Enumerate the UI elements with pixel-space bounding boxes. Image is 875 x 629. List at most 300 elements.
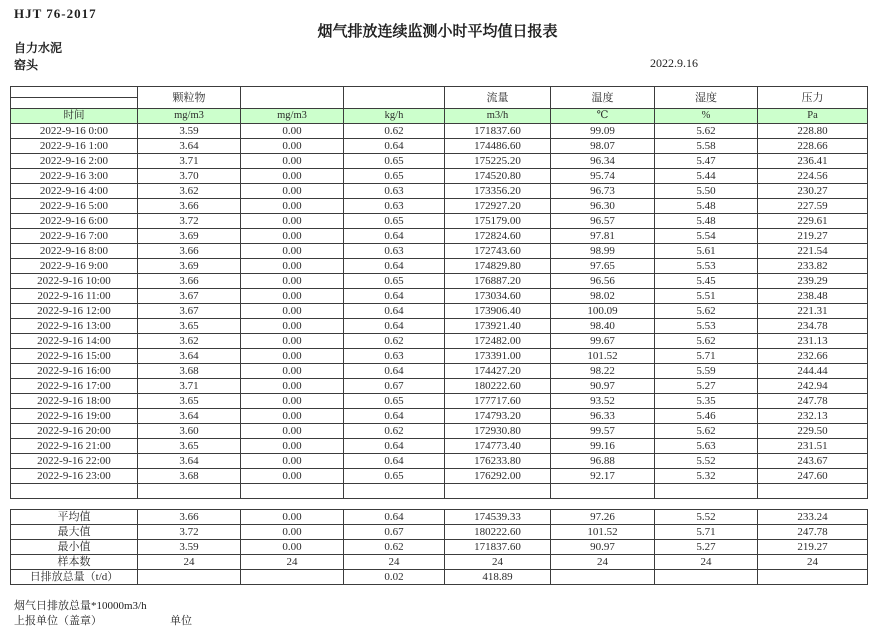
value-cell: 0.00 [241,304,344,319]
value-cell: 5.48 [655,199,758,214]
value-cell: 90.97 [551,540,655,555]
value-cell: 0.00 [241,454,344,469]
time-cell: 2022-9-16 17:00 [11,379,138,394]
table-row [11,184,868,199]
header-temperature: 温度 [551,87,655,109]
value-cell: 0.62 [344,124,445,139]
header-humidity: 湿度 [655,87,758,109]
table-row [11,244,868,259]
value-cell: 0.00 [241,259,344,274]
value-cell: 0.00 [241,214,344,229]
value-cell: 3.69 [138,229,241,244]
value-cell: 98.22 [551,364,655,379]
header-particulate: 颗粒物 [138,87,241,109]
value-cell: 5.63 [655,439,758,454]
value-cell: 24 [344,555,445,570]
value-cell: 0.63 [344,199,445,214]
value-cell: 3.65 [138,319,241,334]
value-cell: 0.00 [241,124,344,139]
table-row [11,439,868,454]
table-row [11,304,868,319]
value-cell: 229.61 [758,214,868,229]
value-cell: 5.53 [655,259,758,274]
value-cell: 0.00 [241,394,344,409]
summary-label-cell: 最小值 [11,540,138,555]
time-cell: 2022-9-16 18:00 [11,394,138,409]
value-cell: 244.44 [758,364,868,379]
value-cell: 97.65 [551,259,655,274]
value-cell: 219.27 [758,540,868,555]
value-cell: 96.73 [551,184,655,199]
value-cell: 24 [655,555,758,570]
value-cell: 172743.60 [445,244,551,259]
value-cell: 0.65 [344,154,445,169]
summary-table [10,509,868,585]
value-cell: 5.62 [655,334,758,349]
value-cell: 173906.40 [445,304,551,319]
value-cell: 418.89 [445,570,551,585]
value-cell: 0.65 [344,469,445,484]
value-cell: 242.94 [758,379,868,394]
value-cell: 99.09 [551,124,655,139]
value-cell: 173356.20 [445,184,551,199]
value-cell: 0.00 [241,319,344,334]
time-cell: 2022-9-16 6:00 [11,214,138,229]
table-row [11,259,868,274]
empty-cell [655,484,758,499]
value-cell: 3.60 [138,424,241,439]
value-cell: 229.50 [758,424,868,439]
empty-cell [758,484,868,499]
value-cell: 99.16 [551,439,655,454]
value-cell: 0.65 [344,214,445,229]
time-cell: 2022-9-16 21:00 [11,439,138,454]
table-row [11,154,868,169]
value-cell: 221.31 [758,304,868,319]
value-cell: 3.59 [138,540,241,555]
value-cell: 3.64 [138,409,241,424]
time-cell: 2022-9-16 19:00 [11,409,138,424]
value-cell: 0.00 [241,510,344,525]
value-cell [655,570,758,585]
unit-m3-h: m3/h [445,109,551,124]
time-cell: 2022-9-16 8:00 [11,244,138,259]
value-cell: 0.65 [344,274,445,289]
value-cell: 5.51 [655,289,758,304]
value-cell: 232.13 [758,409,868,424]
value-cell: 5.44 [655,169,758,184]
value-cell: 101.52 [551,349,655,364]
time-cell: 2022-9-16 22:00 [11,454,138,469]
time-cell: 2022-9-16 13:00 [11,319,138,334]
value-cell: 247.60 [758,469,868,484]
header-group-row [11,87,868,98]
value-cell: 233.82 [758,259,868,274]
value-cell: 5.62 [655,424,758,439]
value-cell: 0.62 [344,334,445,349]
value-cell: 0.63 [344,244,445,259]
value-cell: 3.65 [138,394,241,409]
time-cell: 2022-9-16 4:00 [11,184,138,199]
summary-label-cell: 日排放总量（t/d） [11,570,138,585]
value-cell: 173921.40 [445,319,551,334]
value-cell: 224.56 [758,169,868,184]
value-cell: 98.07 [551,139,655,154]
value-cell: 0.63 [344,184,445,199]
monitoring-point-name: 窑头 [14,58,39,72]
value-cell: 173034.60 [445,289,551,304]
company-name: 自力水泥 [14,41,63,55]
empty-cell [138,484,241,499]
value-cell: 3.66 [138,274,241,289]
table-row [11,169,868,184]
time-cell: 2022-9-16 15:00 [11,349,138,364]
standard-code: HJT 76-2017 [14,6,97,21]
unit-kg-h: kg/h [344,109,445,124]
value-cell: 3.64 [138,454,241,469]
value-cell: 98.40 [551,319,655,334]
summary-label-cell: 样本数 [11,555,138,570]
value-cell: 5.32 [655,469,758,484]
header-blank-2 [344,87,445,109]
value-cell: 231.51 [758,439,868,454]
table-row [11,319,868,334]
value-cell: 97.81 [551,229,655,244]
value-cell: 96.57 [551,214,655,229]
value-cell: 24 [241,555,344,570]
value-cell: 5.45 [655,274,758,289]
table-row [11,124,868,139]
time-cell: 2022-9-16 11:00 [11,289,138,304]
value-cell: 0.00 [241,540,344,555]
time-cell: 2022-9-16 3:00 [11,169,138,184]
value-cell: 171837.60 [445,540,551,555]
value-cell: 232.66 [758,349,868,364]
value-cell: 5.47 [655,154,758,169]
table-row [11,424,868,439]
value-cell: 230.27 [758,184,868,199]
value-cell: 0.02 [344,570,445,585]
value-cell: 0.63 [344,349,445,364]
value-cell: 3.66 [138,199,241,214]
value-cell: 98.99 [551,244,655,259]
empty-row [11,484,868,499]
value-cell: 0.00 [241,469,344,484]
value-cell: 3.71 [138,379,241,394]
value-cell: 5.53 [655,319,758,334]
footer-note: 烟气日排放总量*10000m3/h [14,600,147,612]
value-cell: 95.74 [551,169,655,184]
header-pressure: 压力 [758,87,868,109]
summary-row [11,525,868,540]
value-cell: 0.64 [344,364,445,379]
value-cell: 3.72 [138,214,241,229]
value-cell: 228.66 [758,139,868,154]
table-row [11,334,868,349]
table-row [11,394,868,409]
value-cell: 233.24 [758,510,868,525]
value-cell: 174427.20 [445,364,551,379]
value-cell: 5.59 [655,364,758,379]
unit-pa: Pa [758,109,868,124]
value-cell: 0.00 [241,139,344,154]
value-cell: 5.27 [655,379,758,394]
unit-celsius: ℃ [551,109,655,124]
value-cell: 3.67 [138,289,241,304]
summary-row [11,555,868,570]
header-blank-1 [241,87,344,109]
value-cell: 172824.60 [445,229,551,244]
value-cell: 99.57 [551,424,655,439]
empty-cell [445,484,551,499]
value-cell: 0.00 [241,364,344,379]
time-cell: 2022-9-16 16:00 [11,364,138,379]
value-cell: 239.29 [758,274,868,289]
value-cell: 172930.80 [445,424,551,439]
value-cell: 0.64 [344,439,445,454]
value-cell: 0.00 [241,229,344,244]
value-cell: 176887.20 [445,274,551,289]
value-cell: 5.50 [655,184,758,199]
value-cell: 174539.33 [445,510,551,525]
value-cell: 96.56 [551,274,655,289]
time-cell: 2022-9-16 12:00 [11,304,138,319]
value-cell: 219.27 [758,229,868,244]
value-cell: 3.64 [138,349,241,364]
value-cell: 236.41 [758,154,868,169]
value-cell: 0.67 [344,525,445,540]
value-cell: 96.88 [551,454,655,469]
value-cell: 0.00 [241,409,344,424]
value-cell: 180222.60 [445,525,551,540]
value-cell: 175179.00 [445,214,551,229]
value-cell: 3.62 [138,334,241,349]
value-cell: 0.64 [344,319,445,334]
value-cell: 247.78 [758,525,868,540]
value-cell: 99.67 [551,334,655,349]
value-cell: 5.54 [655,229,758,244]
unit-mg-m3-2: mg/m3 [241,109,344,124]
value-cell: 0.62 [344,540,445,555]
time-cell: 2022-9-16 20:00 [11,424,138,439]
value-cell: 3.62 [138,184,241,199]
value-cell: 174829.80 [445,259,551,274]
time-cell: 2022-9-16 2:00 [11,154,138,169]
table-row [11,454,868,469]
summary-row [11,510,868,525]
value-cell: 3.68 [138,364,241,379]
time-cell: 2022-9-16 23:00 [11,469,138,484]
value-cell: 176233.80 [445,454,551,469]
value-cell: 174486.60 [445,139,551,154]
value-cell: 247.78 [758,394,868,409]
value-cell: 0.00 [241,424,344,439]
value-cell: 173391.00 [445,349,551,364]
summary-row [11,570,868,585]
empty-cell [344,484,445,499]
summary-label-cell: 最大值 [11,525,138,540]
value-cell: 5.27 [655,540,758,555]
value-cell: 5.52 [655,510,758,525]
value-cell: 5.71 [655,349,758,364]
value-cell: 3.65 [138,439,241,454]
value-cell [758,570,868,585]
value-cell: 221.54 [758,244,868,259]
value-cell: 3.69 [138,259,241,274]
time-column-header: 时间 [11,109,138,124]
value-cell: 3.68 [138,469,241,484]
value-cell: 231.13 [758,334,868,349]
value-cell: 177717.60 [445,394,551,409]
value-cell: 0.00 [241,289,344,304]
value-cell: 3.59 [138,124,241,139]
empty-cell [551,484,655,499]
value-cell: 234.78 [758,319,868,334]
table-row [11,289,868,304]
value-cell: 0.00 [241,274,344,289]
value-cell: 3.71 [138,154,241,169]
page-title: 烟气排放连续监测小时平均值日报表 [317,23,558,40]
value-cell: 0.00 [241,199,344,214]
table-row [11,199,868,214]
value-cell: 3.66 [138,510,241,525]
summary-row [11,540,868,555]
value-cell: 24 [758,555,868,570]
value-cell: 98.02 [551,289,655,304]
value-cell [551,570,655,585]
empty-cell [241,484,344,499]
value-cell: 96.33 [551,409,655,424]
table-row [11,214,868,229]
value-cell: 3.70 [138,169,241,184]
header-flow: 流量 [445,87,551,109]
value-cell: 3.66 [138,244,241,259]
unit-mg-m3-1: mg/m3 [138,109,241,124]
time-cell: 2022-9-16 5:00 [11,199,138,214]
summary-label-cell: 平均值 [11,510,138,525]
reporting-unit-label: 上报单位（盖章） [14,615,102,627]
value-cell: 0.00 [241,154,344,169]
unit-header-row [11,109,868,124]
value-cell: 0.64 [344,289,445,304]
time-cell: 2022-9-16 14:00 [11,334,138,349]
value-cell: 3.67 [138,304,241,319]
value-cell: 0.62 [344,424,445,439]
value-cell: 96.34 [551,154,655,169]
value-cell: 174520.80 [445,169,551,184]
value-cell: 100.09 [551,304,655,319]
value-cell: 227.59 [758,199,868,214]
value-cell: 0.64 [344,510,445,525]
table-row [11,409,868,424]
value-cell: 0.67 [344,379,445,394]
time-cell: 2022-9-16 7:00 [11,229,138,244]
value-cell: 0.64 [344,409,445,424]
value-cell: 5.58 [655,139,758,154]
value-cell: 93.52 [551,394,655,409]
empty-cell [11,484,138,499]
report-date: 2022.9.16 [650,56,698,70]
value-cell: 238.48 [758,289,868,304]
value-cell: 0.00 [241,439,344,454]
time-cell: 2022-9-16 1:00 [11,139,138,154]
value-cell: 176292.00 [445,469,551,484]
table-row [11,139,868,154]
value-cell: 0.64 [344,229,445,244]
value-cell: 0.65 [344,169,445,184]
table-row [11,229,868,244]
value-cell: 5.52 [655,454,758,469]
value-cell [241,570,344,585]
value-cell: 96.30 [551,199,655,214]
value-cell: 5.46 [655,409,758,424]
value-cell: 0.64 [344,259,445,274]
table-row [11,274,868,289]
value-cell [138,570,241,585]
table-row [11,469,868,484]
time-cell: 2022-9-16 10:00 [11,274,138,289]
time-cell: 2022-9-16 9:00 [11,259,138,274]
value-cell: 5.62 [655,124,758,139]
value-cell: 24 [138,555,241,570]
value-cell: 5.62 [655,304,758,319]
value-cell: 0.64 [344,139,445,154]
value-cell: 90.97 [551,379,655,394]
value-cell: 5.71 [655,525,758,540]
header-corner-top-cell [11,87,138,98]
value-cell: 180222.60 [445,379,551,394]
value-cell: 0.00 [241,244,344,259]
value-cell: 0.00 [241,334,344,349]
value-cell: 97.26 [551,510,655,525]
report-table-area [10,86,867,585]
value-cell: 92.17 [551,469,655,484]
value-cell: 101.52 [551,525,655,540]
hourly-data-table [10,86,868,499]
value-cell: 0.65 [344,394,445,409]
value-cell: 0.64 [344,304,445,319]
table-row [11,364,868,379]
value-cell: 0.00 [241,184,344,199]
value-cell: 171837.60 [445,124,551,139]
value-cell: 5.35 [655,394,758,409]
value-cell: 0.00 [241,379,344,394]
time-cell: 2022-9-16 0:00 [11,124,138,139]
value-cell: 228.80 [758,124,868,139]
value-cell: 0.00 [241,349,344,364]
value-cell: 5.48 [655,214,758,229]
value-cell: 24 [445,555,551,570]
unit-percent: % [655,109,758,124]
value-cell: 243.67 [758,454,868,469]
table-row [11,379,868,394]
value-cell: 174773.40 [445,439,551,454]
value-cell: 24 [551,555,655,570]
value-cell: 5.61 [655,244,758,259]
value-cell: 3.64 [138,139,241,154]
value-cell: 0.00 [241,169,344,184]
value-cell: 3.72 [138,525,241,540]
table-row [11,349,868,364]
unit-label: 单位 [170,615,192,627]
header-corner-bottom-cell [11,98,138,109]
value-cell: 175225.20 [445,154,551,169]
value-cell: 0.00 [241,525,344,540]
value-cell: 172927.20 [445,199,551,214]
value-cell: 174793.20 [445,409,551,424]
value-cell: 172482.00 [445,334,551,349]
value-cell: 0.64 [344,454,445,469]
